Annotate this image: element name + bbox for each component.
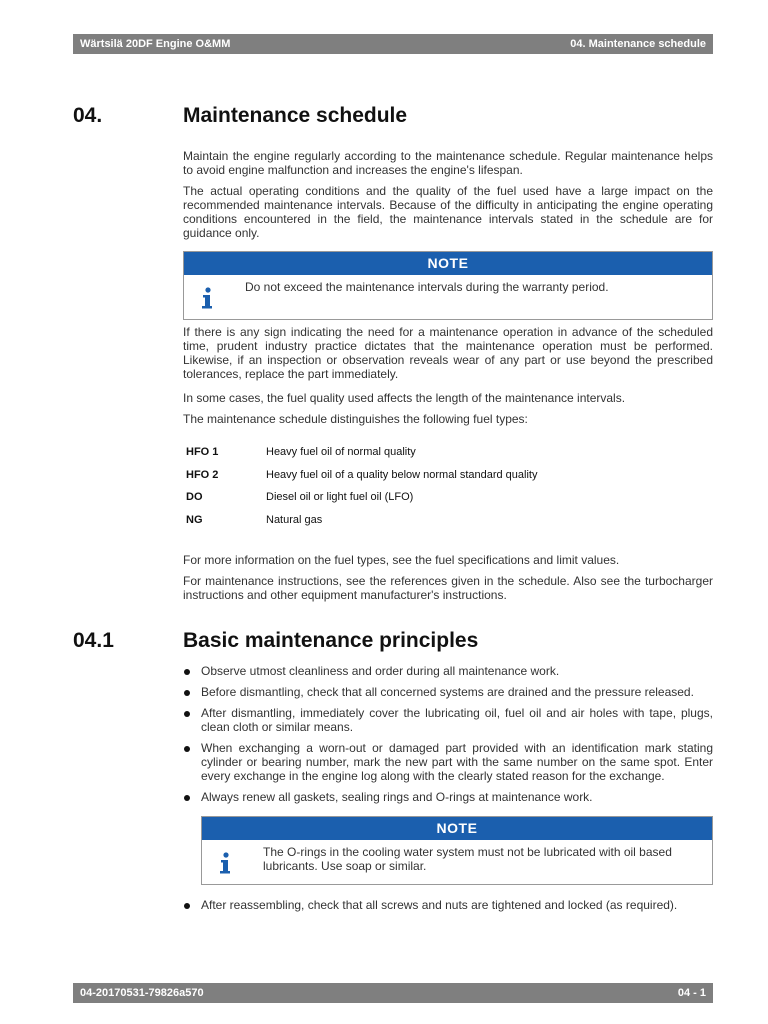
bullet-icon [184,711,190,717]
bullet-list [183,664,713,804]
document-id: 04-20170531-79826a570 [80,987,204,999]
paragraph: If there is any sign indicating the need for a maintenance operation in advance of the scheduled time, prudent industry practice dictates that the maintenance operation must be performed. Likewise, if an inspection or observation reveals wear of any part or use beyond the prescribed tolerances, replace the part immediately. [183,325,713,381]
fuel-description: Natural gas [266,513,323,526]
fuel-code: HFO 2 [186,468,219,481]
paragraph: Maintain the engine regularly according to the maintenance schedule. Regular maintenance helps to avoid engine malfunction and increases the engine's lifespan. [183,149,713,177]
note-body [184,275,712,319]
subsection-title: Basic maintenance principles [183,629,479,652]
bullet-icon [184,669,190,675]
section-number: 04. [73,104,103,127]
paragraph: The actual operating conditions and the quality of the fuel used have a large impact on the recommended maintenance intervals. Because of the difficulty in anticipating the engine operating conditions encountered in the field, the maintenance intervals stated in the schedule are for guidance only. [183,184,713,240]
fuel-description: Diesel oil or light fuel oil (LFO) [266,491,414,504]
note-text: Do not exceed the maintenance intervals during the warranty period. [245,280,609,294]
info-icon [200,287,214,309]
bullet-list [183,898,713,912]
table-row [186,486,537,509]
list-item: Observe utmost cleanliness and order during all maintenance work. [183,664,713,678]
paragraph: For maintenance instructions, see the references given in the schedule. Also see the turbocharger instructions and other equipment manufacturer's instructions. [183,574,713,602]
fuel-code: HFO 1 [186,446,219,459]
table-row [186,509,537,532]
bullet-icon [184,903,190,909]
bullet-icon [184,746,190,752]
note-header: NOTE [202,817,712,840]
list-item: Always renew all gaskets, sealing rings and O-rings at maintenance work. [183,790,713,804]
fuel-code: DO [186,491,203,504]
page-number: 04 - 1 [677,987,706,999]
paragraph: In some cases, the fuel quality used affects the length of the maintenance intervals. [183,391,626,405]
paragraph: For more information on the fuel types, see the fuel specifications and limit values. [183,553,620,567]
list-item: When exchanging a worn-out or damaged part provided with an identification mark stating cylinder or bearing number, mark the new part with the same number on the same spot. Enter every exchange in the engine log along with the clearly stated reason for the exchange. [183,741,713,783]
paragraph: The maintenance schedule distinguishes the following fuel types: [183,412,528,426]
note-text: The O-rings in the cooling water system must not be lubricated with oil based lubricants. Use soap or similar. [263,845,672,873]
bullet-icon [184,795,190,801]
table-row [186,464,537,487]
subsection-number: 04.1 [73,629,114,652]
note-header: NOTE [184,252,712,275]
list-item: After dismantling, immediately cover the lubricating oil, fuel oil and air holes with tape, plugs, clean cloth or similar means. [183,706,713,734]
note-box [183,251,713,320]
fuel-types-table [186,441,537,531]
section-reference: 04. Maintenance schedule [570,38,706,50]
list-item: After reassembling, check that all screws and nuts are tightened and locked (as required). [183,898,713,912]
fuel-code: NG [186,513,203,526]
note-body [202,840,712,884]
document-title: Wärtsilä 20DF Engine O&MM [80,38,231,50]
fuel-description: Heavy fuel oil of normal quality [266,446,416,459]
note-box [201,816,713,885]
page-footer-bar [73,983,713,1003]
bullet-icon [184,690,190,696]
list-item: Before dismantling, check that all concerned systems are drained and the pressure released. [183,685,713,699]
table-row [186,441,537,464]
info-icon [218,852,232,874]
fuel-description: Heavy fuel oil of a quality below normal standard quality [266,468,538,481]
section-title: Maintenance schedule [183,104,408,127]
page-header-bar [73,34,713,54]
